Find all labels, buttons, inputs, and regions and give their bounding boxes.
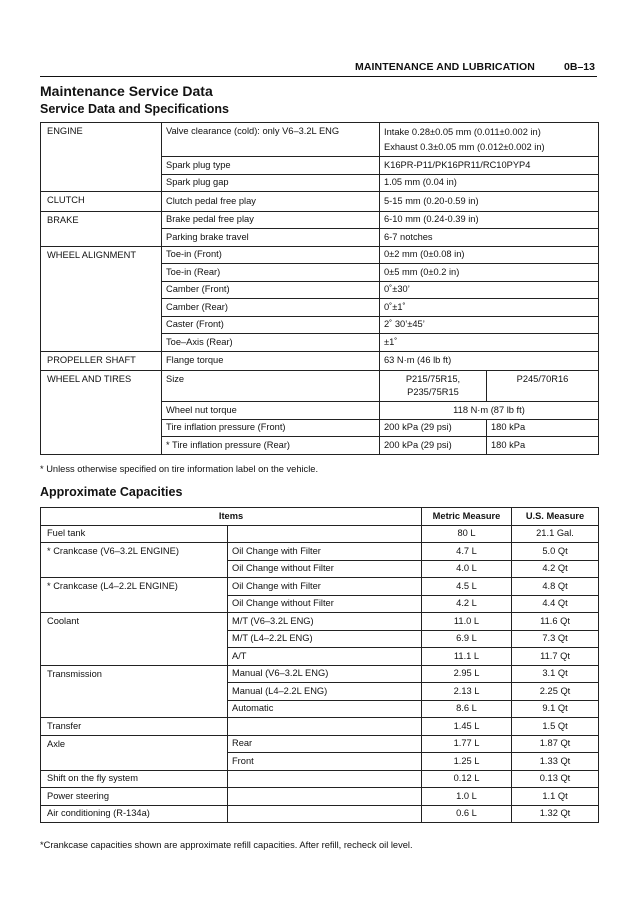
spec-value: 0±2 mm (0±0.08 in) [380, 246, 599, 264]
capacity-item: Transmission [41, 665, 228, 718]
spec-item: Brake pedal free play [162, 211, 380, 229]
spec-item: * Tire inflation pressure (Rear) [162, 437, 380, 455]
spec-item: Tire inflation pressure (Front) [162, 419, 380, 437]
header-us: U.S. Measure [512, 508, 599, 526]
capacity-item: Shift on the fly system [41, 770, 228, 788]
capacity-metric: 1.0 L [422, 788, 512, 806]
table-row [41, 665, 599, 683]
capacity-item: Transfer [41, 718, 228, 736]
spec-item: Wheel nut torque [162, 402, 380, 420]
capacity-metric: 0.6 L [422, 805, 512, 823]
capacity-metric: 1.45 L [422, 718, 512, 736]
spec-value: K16PR-P11/PK16PR11/RC10PYP4 [380, 157, 599, 175]
header-items: Items [41, 508, 422, 526]
spec-item: Clutch pedal free play [162, 192, 380, 212]
capacity-item: Power steering [41, 788, 228, 806]
spec-category-brake: BRAKE [41, 211, 162, 246]
spec-value: 118 N·m (87 lb ft) [380, 402, 599, 420]
spec-value: 63 N·m (46 lb ft) [380, 351, 599, 371]
capacity-us: 4.4 Qt [512, 595, 599, 613]
spec-value: 200 kPa (29 psi) [380, 437, 487, 455]
spec-value-size-a [380, 371, 487, 402]
capacity-us: 4.2 Qt [512, 560, 599, 578]
spec-value: 0±5 mm (0±0.2 in) [380, 264, 599, 282]
spec-item: Spark plug type [162, 157, 380, 175]
table-header-row [41, 508, 599, 526]
capacity-metric: 4.7 L [422, 543, 512, 561]
capacity-sub-item: Oil Change without Filter [228, 595, 422, 613]
table-row [41, 211, 599, 229]
capacity-item: Air conditioning (R-134a) [41, 805, 228, 823]
table-row [41, 578, 599, 596]
capacity-sub-item: M/T (V6–3.2L ENG) [228, 613, 422, 631]
capacity-sub-item: Oil Change with Filter [228, 578, 422, 596]
header-rule [40, 76, 597, 77]
capacity-metric: 11.1 L [422, 648, 512, 666]
capacity-metric: 11.0 L [422, 613, 512, 631]
spec-value [380, 123, 599, 157]
table-row [41, 613, 599, 631]
capacity-us: 1.1 Qt [512, 788, 599, 806]
page-header [40, 57, 597, 77]
spec-item: Spark plug gap [162, 174, 380, 192]
spec-value: 200 kPa (29 psi) [380, 419, 487, 437]
table-row [41, 525, 599, 543]
spec-item: Caster (Front) [162, 316, 380, 334]
spec-category-engine: ENGINE [41, 123, 162, 192]
capacity-sub-item [228, 788, 422, 806]
capacity-metric: 8.6 L [422, 700, 512, 718]
table-row [41, 718, 599, 736]
capacity-us: 1.33 Qt [512, 753, 599, 771]
capacity-sub-item [228, 525, 422, 543]
capacity-us: 5.0 Qt [512, 543, 599, 561]
capacity-metric: 1.25 L [422, 753, 512, 771]
capacity-sub-item: A/T [228, 648, 422, 666]
spec-item: Toe–Axis (Rear) [162, 334, 380, 352]
spec-value-size-a-line1: P215/75R15, [405, 374, 461, 384]
spec-value: 180 kPa [487, 419, 599, 437]
spec-category-wheel-alignment: WHEEL ALIGNMENT [41, 246, 162, 351]
capacity-metric: 6.9 L [422, 630, 512, 648]
capacity-sub-item [228, 718, 422, 736]
spec-value: ±1˚ [380, 334, 599, 352]
spec-value: 5-15 mm (0.20-0.59 in) [380, 192, 599, 212]
header-page-number: 0B–13 [564, 61, 595, 73]
page-title: Maintenance Service Data [40, 83, 213, 99]
capacity-sub-item: Front [228, 753, 422, 771]
spec-item: Camber (Rear) [162, 299, 380, 317]
spec-category-clutch: CLUTCH [41, 192, 162, 212]
spec-value: 6-10 mm (0.24-0.39 in) [380, 211, 599, 229]
capacity-us: 11.6 Qt [512, 613, 599, 631]
spec-item: Toe-in (Rear) [162, 264, 380, 282]
capacity-item: * Crankcase (L4–2.2L ENGINE) [41, 578, 228, 613]
capacity-metric: 80 L [422, 525, 512, 543]
table-row [41, 351, 599, 371]
table-row [41, 735, 599, 753]
capacity-item: Coolant [41, 613, 228, 666]
capacity-item: Axle [41, 735, 228, 770]
capacity-sub-item: Oil Change without Filter [228, 560, 422, 578]
spec-value: 0˚±1˚ [380, 299, 599, 317]
spec-item: Toe-in (Front) [162, 246, 380, 264]
capacity-us: 9.1 Qt [512, 700, 599, 718]
capacity-sub-item: Manual (L4–2.2L ENG) [228, 683, 422, 701]
capacity-us: 7.3 Qt [512, 630, 599, 648]
capacity-item: Fuel tank [41, 525, 228, 543]
section-subtitle: Service Data and Specifications [40, 102, 229, 116]
spec-footnote: * Unless otherwise specified on tire information label on the vehicle. [40, 464, 319, 474]
capacities-title: Approximate Capacities [40, 485, 183, 499]
table-row [41, 788, 599, 806]
spec-value: 6-7 notches [380, 229, 599, 247]
spec-item: Valve clearance (cold): only V6–3.2L ENG [162, 123, 380, 157]
spec-value: 2˚ 30’±45’ [380, 316, 599, 334]
spec-value-size-a-line2: P235/75R15 [407, 387, 459, 397]
table-row [41, 770, 599, 788]
capacity-us: 11.7 Qt [512, 648, 599, 666]
spec-value-size-b: P245/70R16 [487, 371, 599, 402]
spec-value-intake: Intake 0.28±0.05 mm (0.011±0.002 in) [384, 126, 541, 137]
capacity-us: 1.32 Qt [512, 805, 599, 823]
capacities-table [40, 507, 599, 823]
capacity-sub-item: M/T (L4–2.2L ENG) [228, 630, 422, 648]
spec-value: 180 kPa [487, 437, 599, 455]
capacity-us: 2.25 Qt [512, 683, 599, 701]
spec-item: Camber (Front) [162, 281, 380, 299]
capacity-us: 1.5 Qt [512, 718, 599, 736]
table-row [41, 371, 599, 402]
capacities-footnote: *Crankcase capacities shown are approximate refill capacities. After refill, recheck oil level. [40, 840, 413, 850]
capacity-us: 0.13 Qt [512, 770, 599, 788]
capacity-metric: 0.12 L [422, 770, 512, 788]
capacity-metric: 1.77 L [422, 735, 512, 753]
capacity-metric: 2.13 L [422, 683, 512, 701]
capacity-metric: 4.5 L [422, 578, 512, 596]
capacity-item: * Crankcase (V6–3.2L ENGINE) [41, 543, 228, 578]
capacity-metric: 4.2 L [422, 595, 512, 613]
table-row [41, 192, 599, 212]
capacity-us: 1.87 Qt [512, 735, 599, 753]
capacity-us: 3.1 Qt [512, 665, 599, 683]
spec-item: Flange torque [162, 351, 380, 371]
spec-value-exhaust: Exhaust 0.3±0.05 mm (0.012±0.002 in) [384, 141, 545, 152]
capacity-sub-item: Oil Change with Filter [228, 543, 422, 561]
capacity-us: 21.1 Gal. [512, 525, 599, 543]
table-row [41, 543, 599, 561]
capacity-metric: 4.0 L [422, 560, 512, 578]
capacities-body [41, 525, 599, 823]
spec-value: 0˚±30’ [380, 281, 599, 299]
table-row [41, 805, 599, 823]
capacity-us: 4.8 Qt [512, 578, 599, 596]
spec-category-propeller-shaft: PROPELLER SHAFT [41, 351, 162, 371]
capacity-metric: 2.95 L [422, 665, 512, 683]
table-row [41, 246, 599, 264]
header-section-title: MAINTENANCE AND LUBRICATION [354, 61, 535, 73]
capacity-sub-item: Manual (V6–3.2L ENG) [228, 665, 422, 683]
table-row [41, 123, 599, 157]
capacity-sub-item: Rear [228, 735, 422, 753]
header-metric: Metric Measure [422, 508, 512, 526]
spec-category-wheel-and-tires: WHEEL AND TIRES [41, 371, 162, 455]
capacity-sub-item [228, 770, 422, 788]
spec-value: 1.05 mm (0.04 in) [380, 174, 599, 192]
spec-item: Parking brake travel [162, 229, 380, 247]
spec-item: Size [162, 371, 380, 402]
service-spec-table [40, 122, 599, 455]
capacity-sub-item: Automatic [228, 700, 422, 718]
capacity-sub-item [228, 805, 422, 823]
